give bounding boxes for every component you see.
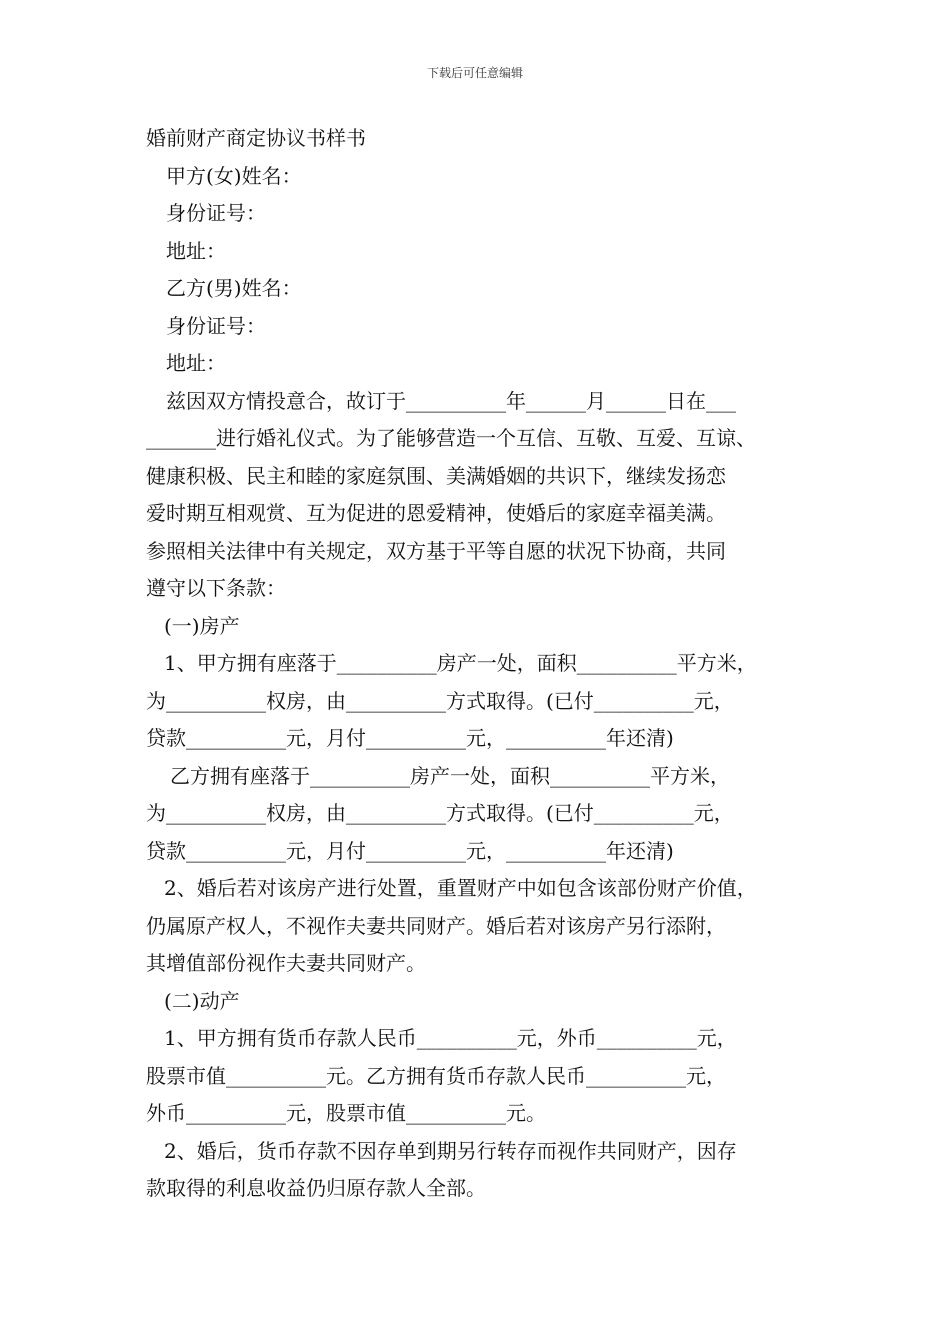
paragraph-line: 2、婚后若对该房产进行处置，重置财产中如包含该部份财产价值，: [164, 876, 757, 900]
paragraph-line: 遵守以下条款：: [146, 576, 286, 600]
paragraph-line: 款取得的利息收益仍归原存款人全部。: [146, 1176, 486, 1200]
paragraph-line: 1、甲方拥有座落于__________房产一处，面积__________平方米，: [164, 651, 757, 675]
paragraph-line: 贷款__________元，月付__________元，__________年还清): [146, 726, 674, 750]
paragraph-line: 其增值部份视作夫妻共同财产。: [146, 951, 426, 975]
page-header: 下载后可任意编辑: [426, 66, 523, 80]
paragraph-line: 贷款__________元，月付__________元，__________年还清): [146, 838, 674, 863]
party-b-id: 身份证号：: [166, 313, 266, 338]
paragraph-line: 爱时期互相观赏、互为促进的恩爱精神，使婚后的家庭幸福美满。: [146, 501, 726, 525]
document-title: 婚前财产商定协议书样书: [146, 126, 366, 150]
paragraph-line: 健康积极、民主和睦的家庭氛围、美满婚姻的共识下，继续发扬恋: [146, 463, 726, 488]
party-b-address: 地址：: [166, 351, 226, 375]
paragraph-line: _______进行婚礼仪式。为了能够营造一个互信、互敬、互爱、互谅、: [146, 426, 756, 450]
paragraph-line: 外币__________元，股票市值__________元。: [146, 1101, 546, 1125]
paragraph-line: 为__________权房，由__________方式取得。(已付__________元，: [146, 688, 734, 713]
paragraph-line: 仍属原产权人，不视作夫妻共同财产。婚后若对该房产另行添附，: [146, 913, 726, 938]
party-a-address: 地址：: [166, 238, 226, 263]
party-a-id: 身份证号：: [166, 201, 266, 225]
section-heading: (一)房产: [164, 613, 240, 638]
section-heading: (二)动产: [164, 988, 240, 1013]
paragraph-line: 兹因双方情投意合，故订于__________年______月______日在___: [166, 388, 736, 413]
paragraph-line: 为__________权房，由__________方式取得。(已付__________元，: [146, 801, 734, 825]
paragraph-line: 股票市值__________元。乙方拥有货币存款人民币__________元，: [146, 1063, 726, 1088]
paragraph-line: 参照相关法律中有关规定，双方基于平等自愿的状况下协商，共同: [146, 538, 726, 563]
paragraph-line: 1、甲方拥有货币存款人民币__________元，外币__________元，: [164, 1026, 737, 1050]
paragraph-line: 2、婚后，货币存款不因存单到期另行转存而视作共同财产，因存: [164, 1138, 737, 1163]
paragraph-line: 乙方拥有座落于__________房产一处，面积__________平方米，: [170, 763, 730, 788]
party-b-name: 乙方(男)姓名：: [166, 276, 302, 300]
document-body: [146, 120, 826, 1208]
party-a-name: 甲方(女)姓名：: [166, 163, 302, 188]
